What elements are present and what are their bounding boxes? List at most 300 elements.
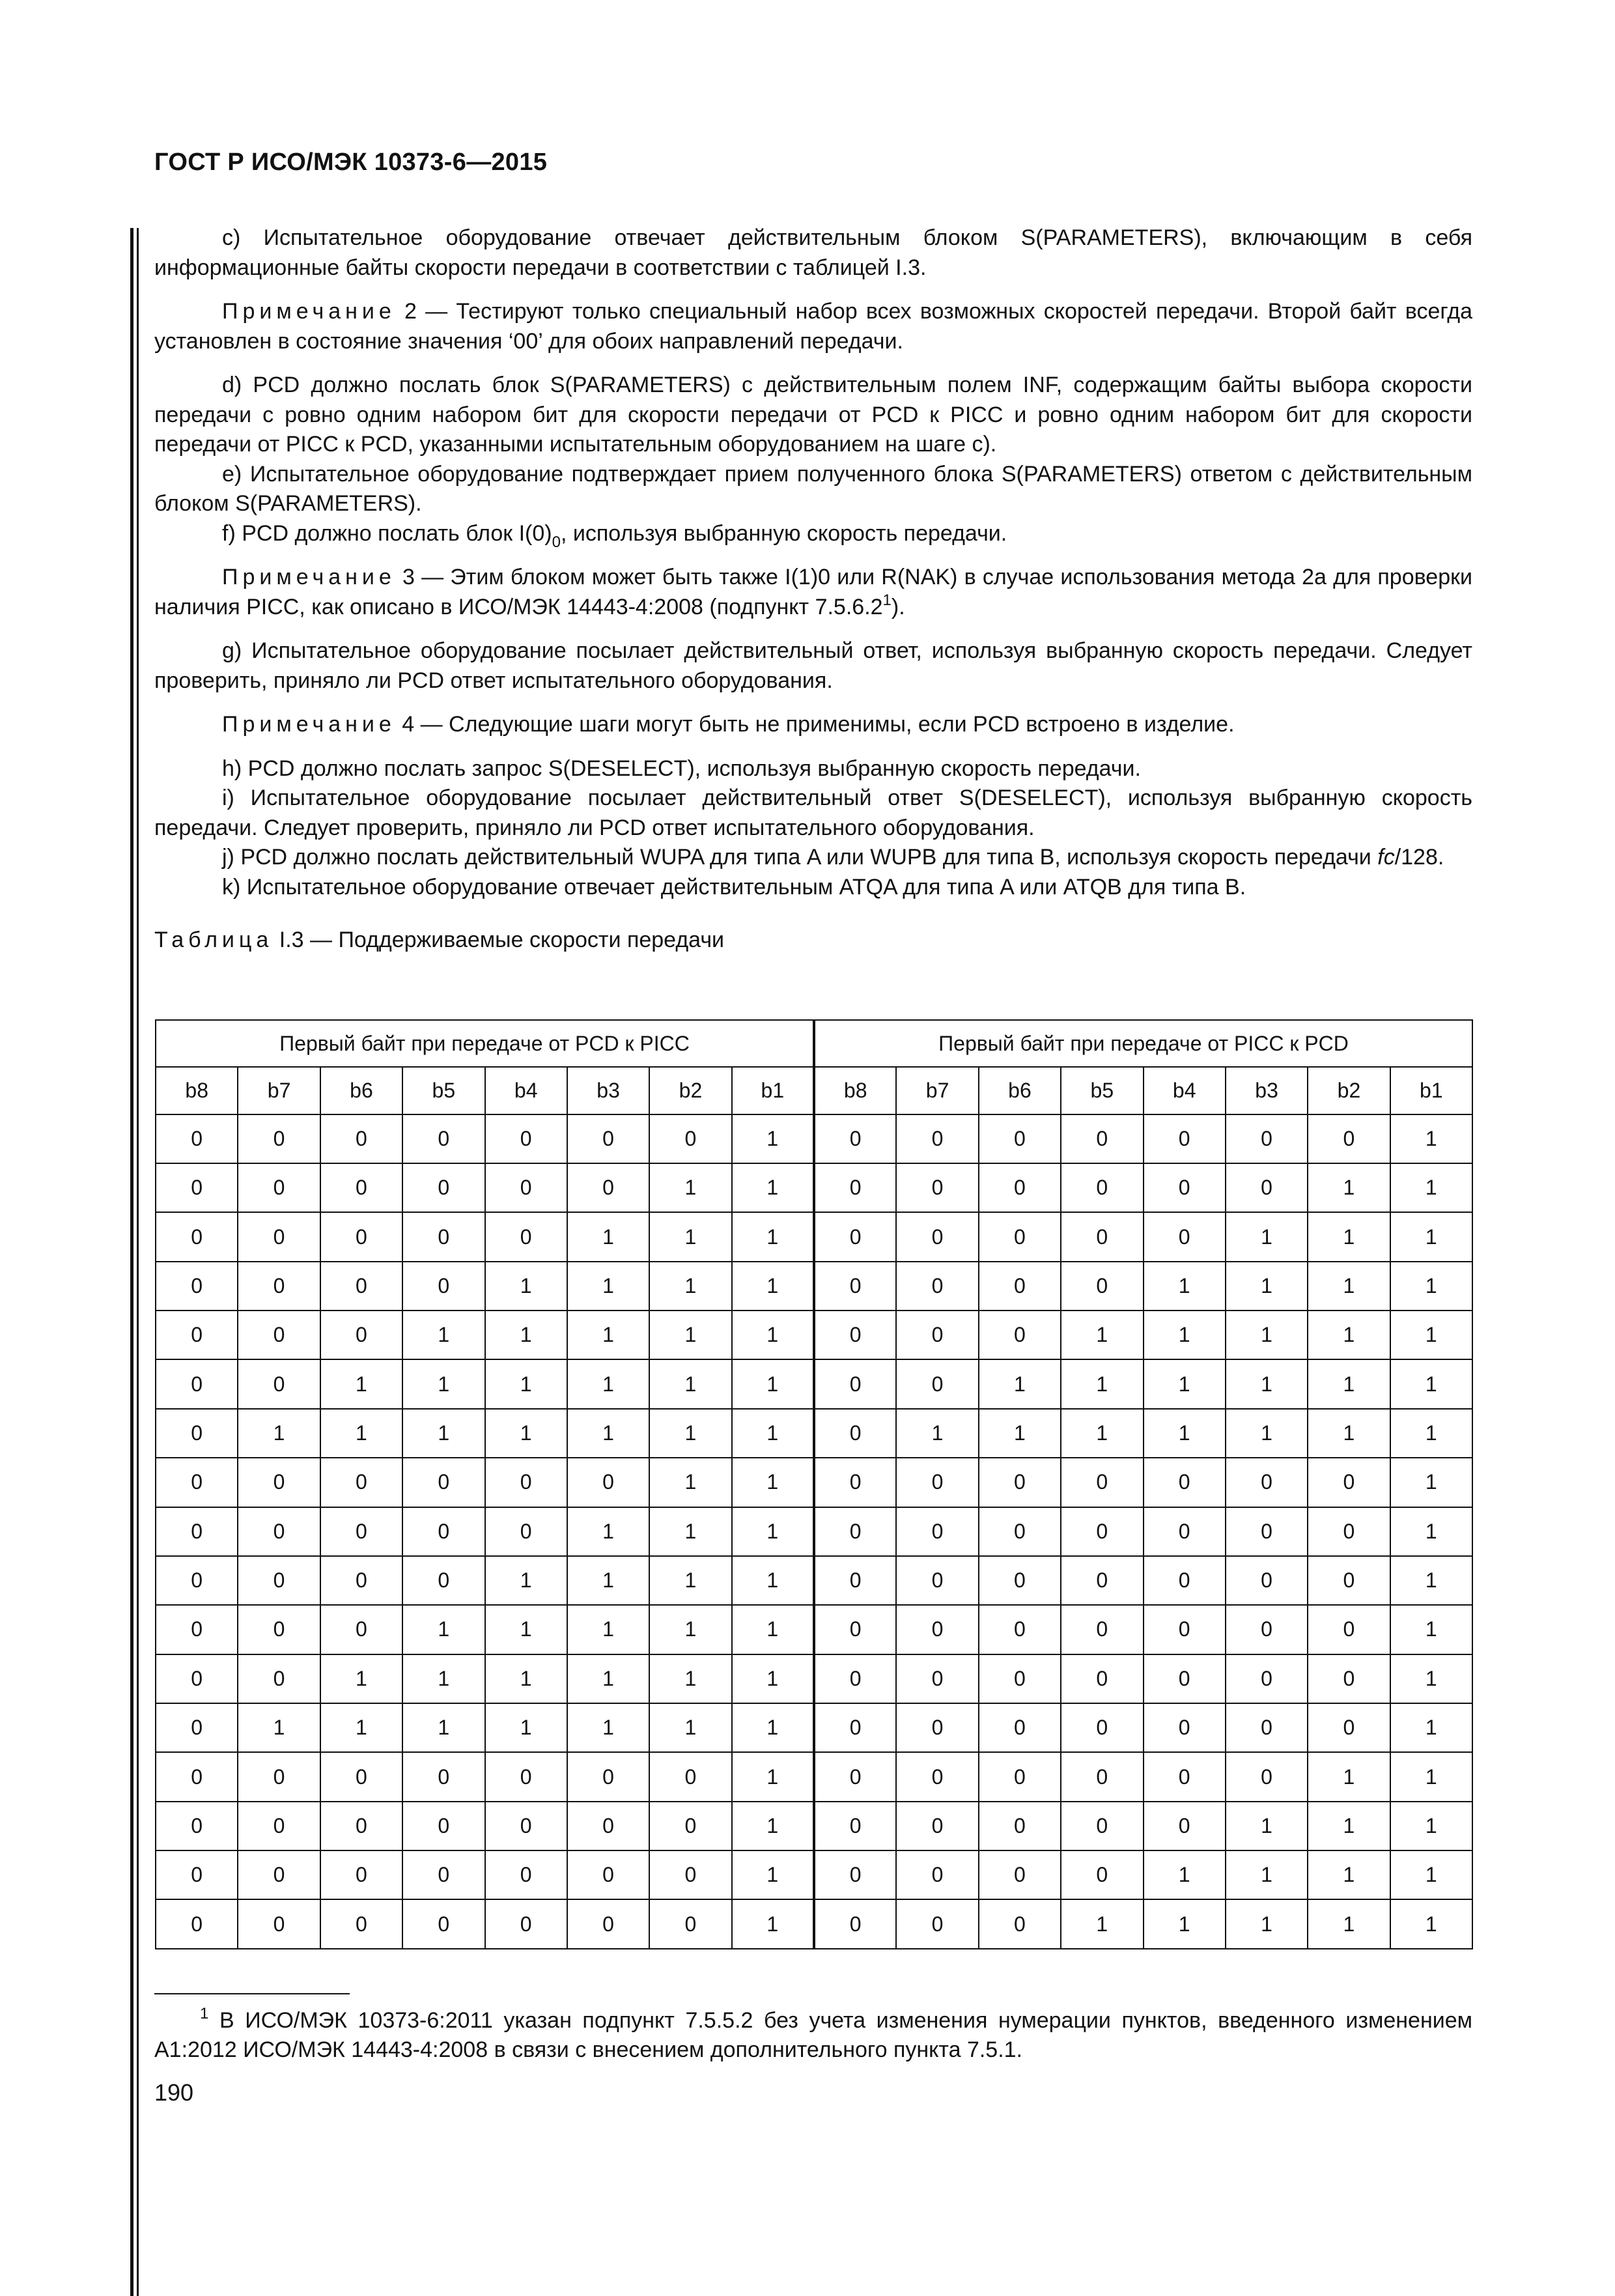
- table-cell: 1: [732, 1311, 814, 1359]
- paragraph-j-text-end: /128.: [1394, 845, 1444, 870]
- table-cell: 1: [649, 1359, 731, 1408]
- table-cell: 1: [732, 1212, 814, 1261]
- note-4: [154, 710, 1472, 740]
- table-cell: 1: [649, 1458, 731, 1507]
- table-cell: 0: [238, 1359, 320, 1408]
- table-cell: 0: [402, 1212, 484, 1261]
- table-cell: 1: [1144, 1359, 1226, 1408]
- footnote-separator: [154, 1993, 350, 1994]
- table-row: [156, 1507, 1472, 1556]
- bit-header-cell: b1: [1390, 1067, 1472, 1114]
- table-cell: 1: [485, 1605, 567, 1654]
- table-cell: 0: [238, 1850, 320, 1899]
- table-cell: 0: [238, 1458, 320, 1507]
- table-cell: 1: [402, 1654, 484, 1703]
- table-cell: 0: [320, 1605, 402, 1654]
- table-cell: 0: [814, 1556, 896, 1605]
- note-text-end: ).: [891, 594, 905, 619]
- table-cell: 0: [979, 1752, 1061, 1801]
- table-cell: 0: [814, 1899, 896, 1949]
- bit-header-cell: b2: [1308, 1067, 1390, 1114]
- table-cell: 0: [238, 1605, 320, 1654]
- paragraph-g: g) Испытательное оборудование посылает действительный ответ, используя выбранную скорость передачи. Следует проверить, приняло ли PCD ответ испытательного оборудования.: [154, 638, 1472, 693]
- table-cell: 0: [896, 1359, 978, 1408]
- table-row: [156, 1212, 1472, 1261]
- table-cell: 0: [979, 1311, 1061, 1359]
- table-cell: 0: [979, 1802, 1061, 1850]
- table-cell: 0: [402, 1114, 484, 1163]
- table-cell: 0: [896, 1507, 978, 1556]
- table-cell: 0: [238, 1311, 320, 1359]
- table-cell: 1: [732, 1850, 814, 1899]
- table-cell: 0: [567, 1850, 649, 1899]
- table-cell: 0: [156, 1507, 238, 1556]
- table-cell: 0: [156, 1605, 238, 1654]
- table-cell: 0: [1308, 1507, 1390, 1556]
- table-cell: 0: [649, 1114, 731, 1163]
- table-cell: 1: [649, 1409, 731, 1458]
- table-cell: 0: [814, 1507, 896, 1556]
- table-cell: 1: [1308, 1802, 1390, 1850]
- table-cell: 1: [485, 1556, 567, 1605]
- table-cell: 1: [732, 1752, 814, 1801]
- table-cell: 0: [1061, 1850, 1143, 1899]
- table-cell: 1: [485, 1359, 567, 1408]
- paragraph-c: c) Испытательное оборудование отвечает действительным блоком S(PARAMETERS), включающим в себя информационные байты скорости передачи в соответствии с таблицей I.3.: [154, 225, 1472, 280]
- bit-header-cell: b7: [238, 1067, 320, 1114]
- table-cell: 0: [567, 1114, 649, 1163]
- table-cell: 0: [485, 1752, 567, 1801]
- table-cell: 0: [814, 1752, 896, 1801]
- table-cell: 0: [156, 1212, 238, 1261]
- table-cell: 0: [1144, 1556, 1226, 1605]
- table-row: [156, 1752, 1472, 1801]
- bit-header-cell: b6: [320, 1067, 402, 1114]
- table-cell: 1: [1308, 1850, 1390, 1899]
- table-cell: 0: [1308, 1114, 1390, 1163]
- table-caption: [154, 926, 1472, 956]
- table-row: [156, 1899, 1472, 1949]
- table-cell: 1: [1061, 1899, 1143, 1949]
- table-cell: 0: [814, 1703, 896, 1752]
- table-cell: 0: [156, 1163, 238, 1212]
- table-cell: 0: [814, 1605, 896, 1654]
- table-cell: 0: [979, 1212, 1061, 1261]
- table-cell: 0: [402, 1899, 484, 1949]
- italic-term: fc: [1377, 845, 1395, 870]
- table-cell: 1: [567, 1359, 649, 1408]
- table-cell: 0: [1061, 1752, 1143, 1801]
- table-cell: 1: [1308, 1262, 1390, 1311]
- table-cell: 0: [402, 1507, 484, 1556]
- table-cell: 1: [1308, 1409, 1390, 1458]
- table-cell: 0: [896, 1556, 978, 1605]
- table-cell: 1: [1226, 1311, 1308, 1359]
- table-cell: 1: [732, 1802, 814, 1850]
- table-cell: 0: [485, 1163, 567, 1212]
- table-cell: 0: [896, 1605, 978, 1654]
- table-row: [156, 1359, 1472, 1408]
- table-cell: 0: [979, 1556, 1061, 1605]
- table-cell: 0: [1308, 1556, 1390, 1605]
- table-cell: 1: [1144, 1899, 1226, 1949]
- table-cell: 1: [1390, 1409, 1472, 1458]
- table-cell: 0: [156, 1311, 238, 1359]
- table-cell: 0: [485, 1114, 567, 1163]
- table-cell: 0: [814, 1850, 896, 1899]
- table-cell: 0: [320, 1458, 402, 1507]
- table-row: [156, 1556, 1472, 1605]
- table-cell: 0: [896, 1114, 978, 1163]
- table-cell: 0: [1144, 1458, 1226, 1507]
- table-cell: 0: [402, 1850, 484, 1899]
- table-cell: 0: [979, 1703, 1061, 1752]
- table-cell: 1: [1061, 1409, 1143, 1458]
- footnote: [154, 2006, 1472, 2065]
- table-cell: 0: [1226, 1703, 1308, 1752]
- table-cell: 1: [567, 1311, 649, 1359]
- table-cell: 0: [814, 1654, 896, 1703]
- table-row: [156, 1409, 1472, 1458]
- caption-label: Таблица: [154, 928, 274, 952]
- table-cell: 1: [1390, 1262, 1472, 1311]
- table-cell: 0: [1061, 1703, 1143, 1752]
- bit-header-cell: b8: [814, 1067, 896, 1114]
- table-cell: 1: [320, 1359, 402, 1408]
- table-cell: 1: [1226, 1899, 1308, 1949]
- table-cell: 0: [896, 1458, 978, 1507]
- table-cell: 0: [896, 1850, 978, 1899]
- note-2: [154, 297, 1472, 356]
- paragraph-f-text-end: , используя выбранную скорость передачи.: [560, 520, 1007, 546]
- table-cell: 1: [1226, 1212, 1308, 1261]
- paragraph-e: e) Испытательное оборудование подтверждает прием полученного блока S(PARAMETERS) ответом с действительным блоком S(PARAMETERS).: [154, 461, 1472, 516]
- table-cell: 0: [238, 1163, 320, 1212]
- table-cell: 0: [320, 1163, 402, 1212]
- table-cell: 0: [979, 1850, 1061, 1899]
- table-cell: 0: [567, 1752, 649, 1801]
- note-label: Примечание: [222, 299, 396, 324]
- table-cell: 0: [402, 1752, 484, 1801]
- table-cell: 0: [896, 1311, 978, 1359]
- table-cell: 0: [896, 1703, 978, 1752]
- table-cell: 1: [1226, 1262, 1308, 1311]
- table-cell: 0: [979, 1605, 1061, 1654]
- table-cell: 0: [649, 1850, 731, 1899]
- table-cell: 0: [896, 1899, 978, 1949]
- paragraph-d: d) PCD должно послать блок S(PARAMETERS) с действительным полем INF, содержащим байты выбора скорости передачи с ровно одним набором бит для скорости передачи от PCD к PICC и ровно одним набором бит для скорости передачи от PICC к PCD, указанными испытательным оборудованием на шаге c).: [154, 373, 1472, 457]
- table-cell: 0: [814, 1212, 896, 1261]
- table-cell: 1: [732, 1654, 814, 1703]
- table-cell: 0: [485, 1507, 567, 1556]
- table-cell: 0: [1144, 1114, 1226, 1163]
- table-cell: 0: [896, 1752, 978, 1801]
- change-bar: [130, 228, 133, 2296]
- table-cell: 0: [402, 1458, 484, 1507]
- bit-header-cell: b3: [1226, 1067, 1308, 1114]
- bit-header-cell: b4: [485, 1067, 567, 1114]
- table-cell: 0: [238, 1114, 320, 1163]
- table-cell: 1: [1226, 1850, 1308, 1899]
- table-cell: 0: [979, 1507, 1061, 1556]
- table-cell: 0: [1226, 1114, 1308, 1163]
- table-cell: 0: [979, 1114, 1061, 1163]
- table-cell: 0: [1061, 1212, 1143, 1261]
- table-cell: 1: [732, 1605, 814, 1654]
- bit-header-cell: b7: [896, 1067, 978, 1114]
- table-cell: 1: [732, 1409, 814, 1458]
- table-cell: 0: [402, 1802, 484, 1850]
- bit-header-cell: b4: [1144, 1067, 1226, 1114]
- table-cell: 0: [156, 1114, 238, 1163]
- table-cell: 0: [238, 1212, 320, 1261]
- table-cell: 0: [1061, 1654, 1143, 1703]
- table-cell: 0: [1144, 1654, 1226, 1703]
- table-cell: 0: [1226, 1605, 1308, 1654]
- table-cell: 1: [649, 1556, 731, 1605]
- table-row: [156, 1703, 1472, 1752]
- table-cell: 0: [402, 1556, 484, 1605]
- bit-header-cell: b5: [402, 1067, 484, 1114]
- footnote-marker: 1: [200, 2005, 209, 2022]
- table-cell: 0: [896, 1654, 978, 1703]
- table-cell: 1: [485, 1703, 567, 1752]
- table-cell: 0: [1144, 1507, 1226, 1556]
- table-cell: 0: [320, 1114, 402, 1163]
- table-cell: 1: [402, 1311, 484, 1359]
- table-cell: 1: [402, 1605, 484, 1654]
- table-row: [156, 1262, 1472, 1311]
- table-cell: 1: [567, 1262, 649, 1311]
- table-cell: 1: [649, 1654, 731, 1703]
- group-header-pcd-to-picc: Первый байт при передаче от PCD к PICC: [156, 1020, 814, 1067]
- table-cell: 0: [320, 1507, 402, 1556]
- bit-header-cell: b8: [156, 1067, 238, 1114]
- note-text: 4 — Следующие шаги могут быть не применимы, если PCD встроено в изделие.: [395, 712, 1235, 737]
- table-cell: 1: [1390, 1311, 1472, 1359]
- table-cell: 1: [1308, 1359, 1390, 1408]
- table-cell: 0: [1226, 1458, 1308, 1507]
- table-cell: 1: [402, 1359, 484, 1408]
- table-cell: 1: [1390, 1556, 1472, 1605]
- table-cell: 1: [1144, 1262, 1226, 1311]
- table-cell: 0: [814, 1114, 896, 1163]
- table-cell: 1: [567, 1212, 649, 1261]
- caption-text: I.3 — Поддерживаемые скорости передачи: [273, 928, 725, 952]
- table-cell: 1: [649, 1163, 731, 1212]
- table-cell: 1: [1390, 1212, 1472, 1261]
- table-cell: 1: [402, 1409, 484, 1458]
- table-cell: 0: [156, 1703, 238, 1752]
- change-bar-inner: [137, 228, 139, 2296]
- table-cell: 1: [649, 1311, 731, 1359]
- paragraph-i: i) Испытательное оборудование посылает действительный ответ S(DESELECT), используя выбранную скорость передачи. Следует проверить, приняло ли PCD ответ испытательного оборудования.: [154, 786, 1472, 840]
- table-cell: 1: [649, 1212, 731, 1261]
- table-cell: 0: [567, 1163, 649, 1212]
- table-cell: 1: [485, 1654, 567, 1703]
- table-cell: 0: [1144, 1703, 1226, 1752]
- table-cell: 1: [1308, 1163, 1390, 1212]
- table-cell: 1: [485, 1409, 567, 1458]
- table-cell: 0: [979, 1458, 1061, 1507]
- table-cell: 0: [896, 1163, 978, 1212]
- bit-header-cell: b5: [1061, 1067, 1143, 1114]
- table-cell: 0: [1226, 1556, 1308, 1605]
- table-cell: 0: [485, 1899, 567, 1949]
- bit-header-cell: b1: [732, 1067, 814, 1114]
- table-cell: 0: [320, 1802, 402, 1850]
- table-cell: 0: [979, 1262, 1061, 1311]
- table-cell: 1: [732, 1899, 814, 1949]
- table-cell: 1: [567, 1507, 649, 1556]
- table-cell: 1: [485, 1311, 567, 1359]
- table-cell: 1: [567, 1654, 649, 1703]
- table-cell: 1: [320, 1703, 402, 1752]
- table-cell: 1: [1390, 1802, 1472, 1850]
- table-cell: 0: [238, 1262, 320, 1311]
- table-cell: 0: [1308, 1458, 1390, 1507]
- bit-header-cell: b6: [979, 1067, 1061, 1114]
- table-cell: 0: [649, 1899, 731, 1949]
- table-cell: 1: [1144, 1409, 1226, 1458]
- table-cell: 1: [1144, 1850, 1226, 1899]
- table-cell: 1: [1226, 1409, 1308, 1458]
- table-cell: 0: [1226, 1752, 1308, 1801]
- table-cell: 0: [649, 1752, 731, 1801]
- table-cell: 0: [1061, 1114, 1143, 1163]
- table-cell: 1: [979, 1359, 1061, 1408]
- bit-header-cell: b3: [567, 1067, 649, 1114]
- table-cell: 1: [567, 1556, 649, 1605]
- table-cell: 1: [567, 1605, 649, 1654]
- table-cell: 0: [320, 1752, 402, 1801]
- table-cell: 0: [156, 1359, 238, 1408]
- table-cell: 0: [1226, 1507, 1308, 1556]
- note-label: Примечание: [222, 565, 396, 589]
- table-cell: 1: [732, 1507, 814, 1556]
- table-cell: 0: [1226, 1654, 1308, 1703]
- table-cell: 1: [1390, 1114, 1472, 1163]
- table-cell: 0: [814, 1802, 896, 1850]
- table-cell: 0: [1226, 1163, 1308, 1212]
- table-cell: 1: [320, 1654, 402, 1703]
- table-cell: 0: [1144, 1163, 1226, 1212]
- table-cell: 0: [238, 1752, 320, 1801]
- note-label: Примечание: [222, 712, 396, 737]
- table-cell: 0: [1061, 1458, 1143, 1507]
- table-cell: 1: [732, 1114, 814, 1163]
- table-cell: 0: [156, 1556, 238, 1605]
- table-row: [156, 1114, 1472, 1163]
- table-cell: 1: [1308, 1752, 1390, 1801]
- table-cell: 0: [156, 1458, 238, 1507]
- table-cell: 0: [1144, 1605, 1226, 1654]
- table-cell: 0: [320, 1262, 402, 1311]
- table-cell: 1: [1226, 1359, 1308, 1408]
- table-cell: 0: [156, 1752, 238, 1801]
- table-cell: 0: [814, 1311, 896, 1359]
- table-cell: 1: [649, 1262, 731, 1311]
- table-cell: 0: [238, 1507, 320, 1556]
- table-cell: 0: [320, 1212, 402, 1261]
- note-text: 3 — Этим блоком может быть также I(1)0 или R(NAK) в случае использования метода 2a для проверки наличия PICC, как описано в ИСО/МЭК 14443-4:2008 (подпункт 7.5.6.2: [154, 565, 1472, 619]
- page-number: 190: [154, 2079, 194, 2106]
- table-cell: 0: [1144, 1752, 1226, 1801]
- paragraph-k: k) Испытательное оборудование отвечает действительным ATQA для типа A или ATQB для типа B.: [222, 874, 1246, 900]
- table-cell: 1: [238, 1703, 320, 1752]
- table-cell: 0: [1061, 1163, 1143, 1212]
- footnote-ref: 1: [882, 591, 892, 609]
- table-cell: 0: [1061, 1507, 1143, 1556]
- table-cell: 0: [1061, 1802, 1143, 1850]
- table-cell: 1: [1390, 1163, 1472, 1212]
- table-cell: 0: [1308, 1605, 1390, 1654]
- paragraph-f-text: f) PCD должно послать блок I(0): [222, 520, 552, 546]
- table-cell: 1: [1390, 1359, 1472, 1408]
- table-cell: 0: [1061, 1605, 1143, 1654]
- table-cell: 0: [979, 1163, 1061, 1212]
- table-row: [156, 1605, 1472, 1654]
- table-cell: 0: [814, 1458, 896, 1507]
- bit-rate-table: [155, 1019, 1473, 1949]
- table-cell: 1: [567, 1409, 649, 1458]
- table-cell: 0: [567, 1458, 649, 1507]
- table-cell: 0: [238, 1802, 320, 1850]
- table-cell: 0: [979, 1654, 1061, 1703]
- table-cell: 1: [1308, 1899, 1390, 1949]
- table-cell: 1: [485, 1262, 567, 1311]
- body-text: [154, 223, 1472, 956]
- table-cell: 1: [732, 1262, 814, 1311]
- table-cell: 1: [1390, 1752, 1472, 1801]
- table-bit-header-row: [156, 1067, 1472, 1114]
- table-cell: 1: [567, 1703, 649, 1752]
- table-cell: 1: [1390, 1605, 1472, 1654]
- table-cell: 1: [732, 1703, 814, 1752]
- table-cell: 0: [156, 1409, 238, 1458]
- table-cell: 0: [896, 1802, 978, 1850]
- table-cell: 0: [156, 1262, 238, 1311]
- table-row: [156, 1311, 1472, 1359]
- table-cell: 0: [320, 1311, 402, 1359]
- table-cell: 0: [156, 1850, 238, 1899]
- table-cell: 0: [649, 1802, 731, 1850]
- paragraph-f: [154, 519, 1472, 549]
- table-cell: 1: [1308, 1311, 1390, 1359]
- table-cell: 1: [238, 1409, 320, 1458]
- table-row: [156, 1850, 1472, 1899]
- table-cell: 0: [567, 1899, 649, 1949]
- table-cell: 0: [1308, 1654, 1390, 1703]
- table-cell: 1: [1144, 1311, 1226, 1359]
- table-cell: 0: [896, 1262, 978, 1311]
- table-cell: 1: [1390, 1850, 1472, 1899]
- bit-header-cell: b2: [649, 1067, 731, 1114]
- table-cell: 0: [1144, 1802, 1226, 1850]
- table-cell: 1: [979, 1409, 1061, 1458]
- table-cell: 1: [1308, 1212, 1390, 1261]
- table-cell: 0: [485, 1802, 567, 1850]
- table-cell: 1: [649, 1703, 731, 1752]
- table-cell: 1: [732, 1163, 814, 1212]
- paragraph-j: [154, 843, 1472, 873]
- table-cell: 0: [238, 1654, 320, 1703]
- footnote-text: В ИСО/МЭК 10373-6:2011 указан подпункт 7.5.5.2 без учета изменения нумерации пунктов, введенного изменением A1:2012 ИСО/МЭК 14443-4:2008 в связи с внесением дополнительного пункта 7.5.1.: [154, 2008, 1472, 2062]
- table-row: [156, 1802, 1472, 1850]
- note-3: [154, 563, 1472, 622]
- table-cell: 0: [814, 1262, 896, 1311]
- table-cell: 0: [320, 1899, 402, 1949]
